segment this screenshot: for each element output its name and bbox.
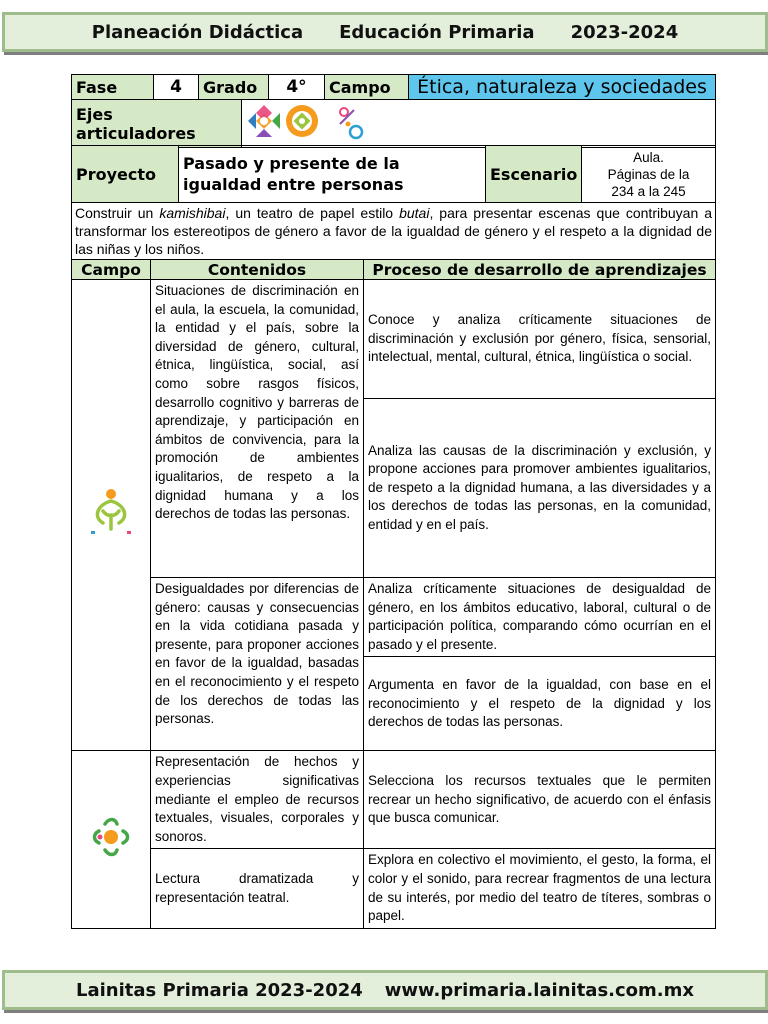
table-header-row (72, 260, 716, 280)
pda-selecciona-recursos: Selecciona los recursos textuales que le permiten recrear un hecho significativo, de acuerdo con el énfasis que busca comunicar. (364, 751, 716, 849)
header-title: Planeación Didáctica (91, 21, 304, 43)
escenario-line3: 234 a la 245 (611, 183, 686, 199)
contents-table (71, 259, 716, 929)
pda-conoce-analiza: Conoce y analiza críticamente situaciones de discriminación y exclusión por género, física, sensorial, intelectual, mental, cultural, étnica, lingüística o social. (364, 280, 716, 399)
pda-argumenta-igualdad: Argumenta en favor de la igualdad, con base en el reconocimiento y el respeto de la dignidad y los derechos de todas las personas. (364, 657, 716, 751)
campo-cell-lenguajes (72, 751, 151, 928)
info-row-fase (71, 74, 716, 100)
etica-naturaleza-icon (89, 487, 133, 537)
table-row (72, 280, 716, 399)
escenario-label: Escenario (486, 146, 582, 203)
col-header-campo: Campo (72, 260, 151, 280)
grado-label: Grado (199, 75, 269, 100)
table-row (72, 849, 716, 928)
header-year: 2023-2024 (570, 21, 679, 43)
content-lectura-dramatizada: Lectura dramatizada y representación teatral. (151, 849, 364, 928)
campo-cell-etica (72, 280, 151, 751)
igualdad-icon (286, 105, 318, 137)
ejes-label: Ejes articuladores (72, 100, 242, 148)
project-description: Construir un kamishibai, un teatro de papel estilo butai, para presentar escenas que contribuyan a transformar los estereotipos de género a favor de la igualdad de género y el respeto a la dignidad de las niñas y los niños. (71, 202, 716, 259)
interculturalidad-icon (248, 105, 280, 137)
vida-saludable-icon (340, 108, 362, 138)
col-header-pda: Proceso de desarrollo de aprendizajes (364, 260, 716, 280)
grado-value: 4° (269, 75, 325, 100)
proyecto-value: Pasado y presente de la igualdad entre personas (179, 146, 486, 203)
content-desigualdades: Desigualdades por diferencias de género: causas y consecuencias en la vida cotidiana pasada y presente, para proponer acciones en favor de la igualdad, basadas en el reconocimiento y el respeto de los derechos de todas las personas. (151, 578, 364, 751)
proyecto-label: Proyecto (72, 146, 179, 203)
campo-value: Ética, naturaleza y sociedades (409, 75, 716, 100)
ejes-icons (246, 100, 376, 142)
header-banner (2, 12, 768, 52)
pda-analiza-causas: Analiza las causas de la discriminación y exclusión, y propone acciones para promover ambientes igualitarios, de respeto a la dignidad humana, a las diversidades y a los derechos de todas las personas, en la comunidad, entidad y en el país. (364, 399, 716, 578)
footer-banner (2, 970, 768, 1010)
pda-explora-colectivo: Explora en colectivo el movimiento, el gesto, la forma, el color y el sonido, para recrear fragmentos de una lectura de su interés, por medio del teatro de títeres, sombras o papel. (364, 849, 716, 928)
content-representacion: Representación de hechos y experiencias significativas mediante el empleo de recursos textuales, visuales, corporales y sonoros. (151, 751, 364, 849)
table-row (72, 751, 716, 849)
escenario-line1: Aula. (633, 149, 664, 165)
table-row (72, 578, 716, 657)
info-row-ejes (71, 99, 716, 148)
header-level: Educación Primaria (339, 21, 535, 43)
pda-desigualdad-genero: Analiza críticamente situaciones de desigualdad de género, en los ámbitos educativo, laboral, cultural o de participación política, comparando cómo ocurrían en el pasado y el presente. (364, 578, 716, 657)
escenario-line2: Páginas de la (607, 166, 690, 182)
footer-url[interactable]: www.primaria.lainitas.com.mx (384, 979, 694, 1001)
escenario-value (582, 146, 716, 203)
footer-brand: Lainitas Primaria 2023-2024 (76, 979, 363, 1001)
col-header-contenidos: Contenidos (151, 260, 364, 280)
info-row-proyecto (71, 145, 716, 203)
fase-label: Fase (72, 75, 154, 100)
fase-value: 4 (154, 75, 199, 100)
lenguajes-icon (91, 814, 131, 860)
campo-label: Campo (325, 75, 409, 100)
content-discriminacion: Situaciones de discriminación en el aula, la escuela, la comunidad, la entidad y el país, sobre la diversidad de género, cultural, étnica, lingüística, social, así como sobre rasgos físicos, desarrollo cognitivo y barreras de aprendizaje, y participación en ámbitos de convivencia, para la promoción de ambientes igualitarios, de respeto a la dignidad humana y a los derechos de todas las personas. (151, 280, 364, 578)
